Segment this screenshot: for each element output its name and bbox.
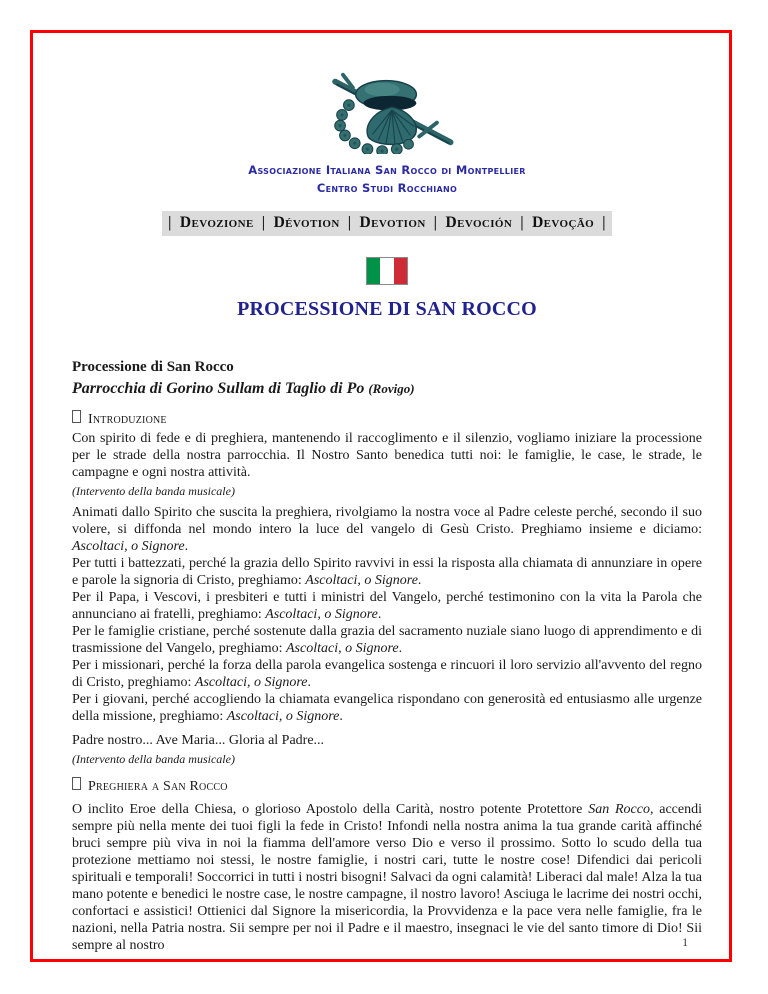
section-heading-introduzione xyxy=(72,410,702,428)
text-run: Parrocchia di Gorino Sullam di Taglio di Po xyxy=(72,380,369,397)
flag-stripe-red xyxy=(394,258,407,284)
document-body xyxy=(72,358,702,954)
text-run: Animati dallo Spirito che suscita la preghiera, rivolgiamo la nostra voce al Padre celeste perché, secondo il suo volere, si diffonda nel mondo intero la luce del vangelo di Gesù Cristo. Preghiamo insieme e diciamo: xyxy=(72,505,702,537)
text-run: (Rovigo) xyxy=(368,381,415,396)
nav-item-devozione[interactable]: Devozione xyxy=(179,214,254,231)
text-run: Per le famiglie cristiane, perché sostenute dalla grazia del sacramento nuziale siano luogo di apprendimento e di trasmissione del Vangelo, preghiamo: xyxy=(72,624,702,656)
paragraph-preghiera xyxy=(72,801,702,954)
text-run: Con spirito di fede e di preghiera, mantenendo il raccoglimento e il silenzio, vogliamo iniziare la processione per le strade della nostra parrocchia. Il Nostro Santo benedica tutti noi: le famiglie, le case, le strade, le campagne e ogni nostra attività. xyxy=(72,431,702,480)
text-run: Per i giovani, perché accogliendo la chiamata evangelica rispondano con generosità ed entusiasmo alle urgenze della missione, preghiamo: xyxy=(72,692,702,724)
paragraph-introduzione xyxy=(72,430,702,481)
document-heading: Processione di San Rocco xyxy=(72,359,234,375)
nav-item-devotion[interactable]: Dévotion xyxy=(273,214,340,231)
italy-flag-icon xyxy=(366,257,408,285)
page-border-frame xyxy=(30,30,732,962)
text-run: . xyxy=(417,573,422,588)
nav-separator: | xyxy=(261,214,266,231)
nav-item-devotion[interactable]: Devotion xyxy=(359,214,426,231)
flag-stripe-white xyxy=(380,258,393,284)
language-navbar xyxy=(72,211,702,236)
italic-text-run: Ascoltaci, o Signore xyxy=(285,641,399,656)
text-run: . xyxy=(307,675,312,690)
nav-separator: | xyxy=(433,214,438,231)
page-content xyxy=(33,33,729,954)
missing-glyph-box-icon xyxy=(72,777,81,790)
flag-stripe-green xyxy=(367,258,380,284)
text-run: Per tutti i battezzati, perché la grazia dello Spirito ravvivi in essi la risposta alla chiamata di annunziare in opere e parole la signoria di Cristo, preghiamo: xyxy=(72,556,702,588)
paragraph-famiglie xyxy=(72,623,702,657)
band-note: (Intervento della banda musicale) xyxy=(72,752,235,766)
language-nav xyxy=(162,211,612,236)
nav-item-devocao[interactable]: Devoção xyxy=(532,214,595,231)
section-heading-preghiera xyxy=(72,777,702,795)
nav-separator: | xyxy=(602,214,606,231)
prayers-line: Padre nostro... Ave Maria... Gloria al Padre... xyxy=(72,733,325,748)
paragraph-missionari xyxy=(72,657,702,691)
logo-container xyxy=(72,66,702,159)
document-subheading xyxy=(72,378,702,399)
text-run: . xyxy=(377,607,382,622)
italic-text-run: Ascoltaci, o Signore xyxy=(72,539,185,554)
text-run: Per i missionari, perché la forza della parola evangelica sostenga e rincuori il loro servizio all'avvento del regno di Cristo, preghiamo: xyxy=(72,658,702,690)
missing-glyph-box-icon xyxy=(72,410,81,423)
text-run: . xyxy=(184,539,189,554)
italic-text-run: Ascoltaci, o Signore xyxy=(194,675,308,690)
nav-item-devocion[interactable]: Devoción xyxy=(445,214,513,231)
text-run: Per il Papa, i Vescovi, i presbiteri e tutti i ministri del Vangelo, perché testimonino con la vita la Parola che annunciano ai fratelli, preghiamo: xyxy=(72,590,702,622)
italic-text-run: San Rocco xyxy=(588,802,650,817)
organization-subname: Centro Studi Rocchiano xyxy=(316,181,458,195)
band-note: (Intervento della banda musicale) xyxy=(72,484,235,498)
section-heading-label: Introduzione xyxy=(88,412,167,427)
organization-name: Associazione Italiana San Rocco di Montpellier xyxy=(248,163,526,177)
paragraph-giovani xyxy=(72,691,702,725)
text-run: . xyxy=(339,709,343,724)
text-run: O inclito Eroe della Chiesa, o glorioso Apostolo della Carità, nostro potente Protettore xyxy=(72,802,589,817)
italic-text-run: Ascoltaci, o Signore xyxy=(226,709,340,724)
nav-separator: | xyxy=(520,214,525,231)
paragraph-papa xyxy=(72,589,702,623)
nav-separator: | xyxy=(168,214,172,231)
paragraph-animati xyxy=(72,504,702,555)
page-number: 1 xyxy=(682,937,688,949)
page-title: PROCESSIONE DI SAN ROCCO xyxy=(237,298,537,320)
san-rocco-emblem-icon xyxy=(312,66,462,154)
italic-text-run: Ascoltaci, o Signore xyxy=(305,573,418,588)
italic-text-run: Ascoltaci, o Signore xyxy=(265,607,378,622)
section-heading-label: Preghiera a San Rocco xyxy=(88,779,228,794)
flag-container xyxy=(72,257,702,289)
text-run: . xyxy=(398,641,403,656)
nav-separator: | xyxy=(347,214,352,231)
paragraph-battezzati xyxy=(72,555,702,589)
text-run: , accendi sempre più nella mente dei tuoi figli la fede in Cristo! Infondi nella nostra anima la tua grande carità affinché bruci sempre più viva in noi la fiamma dell'amore verso Dio e verso il prossimo. Sotto lo scudo della tua protezione mettiamo noi stessi, le nostre famiglie, i nostri cari, tutte le nostre cose! Difendici dai pericoli spirituali e temporali! Soccorrici in tutti i nostri bisogni! Salvaci da ogni calamità! Liberaci dal male! Alza la tua mano potente e benedici le nostre case, le nostre campagne, il nostro lavoro! Asciuga le lacrime dei nostri occhi, confortaci e assistici! Ottienici dal Signore la misericordia, la Provvidenza e la pace vera nelle famiglie, fra le nazioni, nella Patria nostra. Sii sempre per noi il Padre e il maestro, insegnaci le vie del santo timore di Dio! Sii sempre al nostro xyxy=(72,802,703,953)
